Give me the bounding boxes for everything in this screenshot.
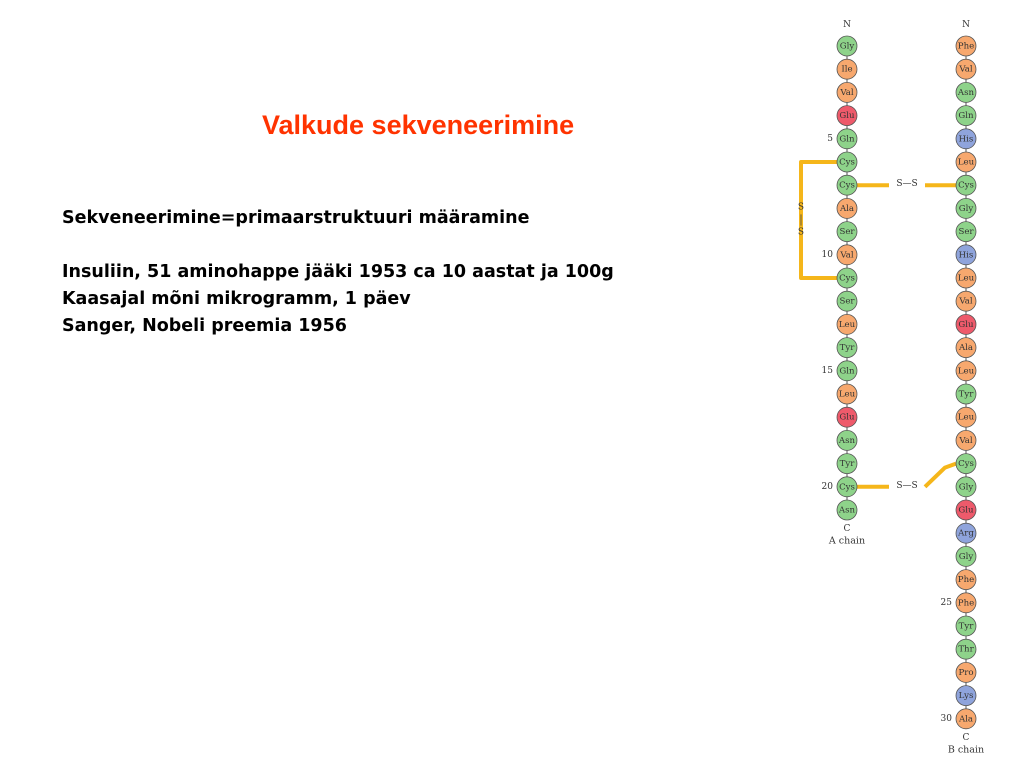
a-chain-residue-label: Tyr [839,343,855,354]
body-line-definition: Sekveneerimine=primaarstruktuuri määramine [62,208,530,228]
b-chain-position-number: 25 [940,597,952,608]
b-chain-caption: B chain [947,744,985,756]
a-chain-residue-label: Glu [839,111,855,122]
a-chain-residue-label: Gln [839,366,855,377]
a-chain-residue-label: Cys [839,180,855,191]
b-chain-residue-label: Glu [958,319,974,330]
a-chain-residue-label: Ser [839,227,855,238]
b-chain-residue-label: Ser [958,227,974,238]
a-chain-residue-label: Ser [839,296,855,307]
a-chain-residue-label: Gln [839,134,855,145]
b-chain-residue-label: Cys [958,180,974,191]
disulfide-s-label: S [797,202,805,213]
b-chain-residue-label: Asn [957,87,975,98]
b-chain-residue-label: Gly [958,551,974,562]
a-chain-residue-label: Leu [838,319,856,330]
a-chain-residue-label: Glu [839,412,855,423]
b-chain-residue-label: Cys [958,459,974,470]
b-chain-residue-label: Leu [957,412,975,423]
a-chain-residue-label: Tyr [839,459,855,470]
a-chain-residue-label: Cys [839,273,855,284]
disulfide-s-s-label: S—S [896,480,918,491]
b-chain-residue-label: Gln [958,111,974,122]
b-chain-residue-label: Arg [958,528,974,539]
a-chain-residue-label: Asn [838,505,856,516]
body-line-sanger: Sanger, Nobeli preemia 1956 [62,316,347,336]
b-chain-residue-label: Val [959,64,973,75]
b-chain-residue-label: Thr [958,644,974,655]
a-chain-residue-label: Cys [839,482,855,493]
a-chain-residue-label: Val [840,87,854,98]
b-chain-residue-label: Pro [958,667,974,678]
a-chain-residue-label: Ile [841,64,853,75]
disulfide-s-s-label: S—S [896,179,918,190]
a-chain-position-number: 5 [827,133,833,144]
body-line-insulin: Insuliin, 51 aminohappe jääki 1953 ca 10 aastat ja 100g [62,262,614,282]
slide-title: Valkude sekveneerimine [262,110,575,140]
b-chain-residue-label: Ala [958,714,974,725]
b-chain-residue-label: Phe [957,598,975,609]
disulfide-s-label: S [797,227,805,238]
b-chain-residue-label: Tyr [958,621,974,632]
b-chain-residue-label: Leu [957,157,975,168]
b-chain-residue-label: Tyr [958,389,974,400]
a-chain-residue-label: Gly [839,41,855,52]
a-chain-c-terminus-label: C [843,524,851,534]
b-chain-residue-label: Gly [958,203,974,214]
b-chain-c-terminus-label: C [962,732,970,743]
b-chain-residue-label: His [958,250,974,261]
b-chain-residue-label: Leu [957,366,975,377]
interchain-bond-2-right [925,464,956,487]
b-chain-residue-label: His [958,134,974,145]
a-chain-residue-label: Leu [838,389,856,400]
a-chain-residue-label: Cys [839,157,855,168]
a-chain-position-number: 20 [821,481,833,492]
b-chain-n-terminus-label: N [962,20,970,30]
body-line-modern: Kaasajal mõni mikrogramm, 1 päev [62,289,411,309]
b-chain-residue-label: Lys [958,691,974,702]
a-chain-residue-label: Ala [839,203,855,214]
b-chain-residue-label: Ala [958,343,974,354]
a-chain-residue-label: Val [840,250,854,261]
intrachain-disulfide-bond [801,162,837,278]
b-chain-residue-label: Leu [957,273,975,284]
b-chain-position-number: 30 [940,713,952,724]
a-chain-residue-label: Asn [838,435,856,446]
b-chain-residue-label: Glu [958,505,974,516]
b-chain-residue-label: Val [959,435,973,446]
a-chain-position-number: 15 [821,365,833,376]
b-chain-residue-label: Val [959,296,973,307]
a-chain-position-number: 10 [821,249,833,260]
b-chain-residue-label: Phe [957,575,975,586]
b-chain-residue-label: Gly [958,482,974,493]
b-chain-residue-label: Phe [957,41,975,52]
a-chain-caption: A chain [828,535,866,547]
a-chain-n-terminus-label: N [843,20,851,30]
